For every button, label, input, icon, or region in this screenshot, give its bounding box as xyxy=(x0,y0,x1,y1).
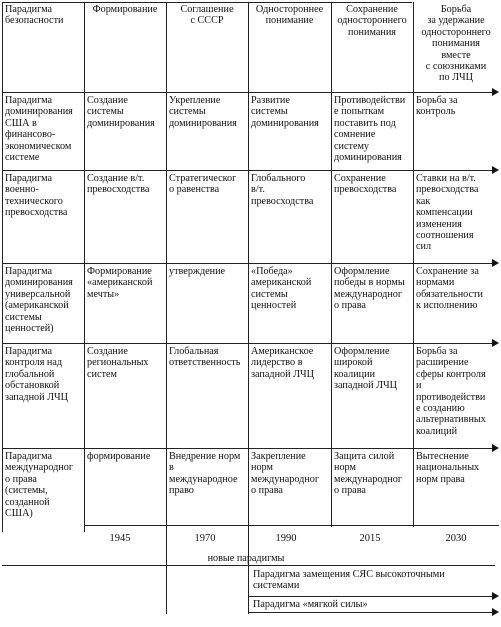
row-arrow-line xyxy=(2,448,493,449)
row-cell: формирование xyxy=(87,451,151,462)
row-cell: Оформление победы в нормы международног о права xyxy=(334,266,405,312)
row-paradigm: Парадигма международног о права (системы, созданной США) xyxy=(5,451,74,520)
column-divider xyxy=(166,2,167,614)
row-cell: «Победа» американской системы ценностей xyxy=(251,266,312,312)
row-cell: Оформление широкой коалиции западной ЛЧЦ xyxy=(334,346,398,392)
year-label: 1945 xyxy=(109,533,131,544)
table-top-border xyxy=(2,2,412,3)
row-cell: Сохранение за нормами обязательности к исполнению xyxy=(416,266,483,312)
row-arrow-line xyxy=(2,92,493,93)
new-paradigm-row: Парадигма «мягкой силы» xyxy=(253,599,368,610)
row-cell: Развитие системы доминирования xyxy=(251,95,319,129)
row-cell: Борьба за расширение сферы контроля и противодействи е созданию альтернативных коалиций xyxy=(416,346,486,437)
row-paradigm: Парадигма доминирования универсальной (американской системы ценностей) xyxy=(5,266,73,335)
arrow-right-icon xyxy=(492,608,499,616)
row-cell: Борьба за контроль xyxy=(416,95,458,118)
row-cell: Вытеснение национальных норм права xyxy=(416,451,480,485)
row-arrow-line xyxy=(2,343,493,344)
column-divider xyxy=(248,2,249,614)
header-ussr-agreement: Соглашение с СССР xyxy=(180,4,234,27)
row-paradigm: Парадигма доминирования США в финансово- экономическом системе xyxy=(5,95,73,164)
column-divider xyxy=(2,2,3,532)
row-cell: Американское лидерство в западной ЛЧЦ xyxy=(251,346,315,380)
row-cell: Закрепление норм международног о права xyxy=(251,451,320,497)
row-cell: Внедрение норм в международное право xyxy=(169,451,241,497)
new-paradigms-label: новые парадигмы xyxy=(207,553,285,564)
row-arrow-line xyxy=(2,170,493,171)
row-cell: Стратегическог о равенства xyxy=(169,173,237,196)
year-label: 1990 xyxy=(275,533,297,544)
header-paradigm: Парадигма безопасности xyxy=(5,4,64,27)
row-arrow-line xyxy=(248,612,493,613)
row-cell: Глобальная ответственность xyxy=(169,346,241,369)
row-arrow-line xyxy=(248,596,493,597)
new-paradigms-top xyxy=(2,565,495,566)
row-paradigm: Парадигма контроля над глобальной обстановкой западной ЛЧЦ xyxy=(5,346,69,403)
year-label: 2030 xyxy=(445,533,467,544)
header-formation: Формирование xyxy=(92,4,158,15)
row-cell: Глобального в/т. превосходства xyxy=(251,173,314,207)
row-cell: Ставки на в/т. превосходства как компенсации изменения соотношения сил xyxy=(416,173,479,253)
row-cell: Формирование «американской мечты» xyxy=(87,266,153,300)
row-cell: утверждение xyxy=(169,266,226,277)
row-cell: Сохранение превосходства xyxy=(334,173,397,196)
column-divider xyxy=(84,2,85,532)
row-cell: Создание системы доминирования xyxy=(87,95,155,129)
header-unilateral: Одностороннее понимание xyxy=(255,4,324,27)
row-cell: Противодействи е попыткам поставить под сомнение систему доминирования xyxy=(334,95,406,164)
row-cell: Создание в/т. превосходства xyxy=(87,173,150,196)
year-label: 1970 xyxy=(194,533,216,544)
row-cell: Защита силой норм международног о права xyxy=(334,451,403,497)
header-keep-unilateral: Сохранение одностороннего понимания xyxy=(337,4,407,38)
year-label: 2015 xyxy=(359,533,381,544)
row-cell: Укрепление системы доминирования xyxy=(169,95,237,129)
timeline-line xyxy=(84,525,499,526)
row-cell: Создание региональных систем xyxy=(87,346,149,380)
header-struggle: Борьба за удержание одностороннего понимания вместе с союзниками по ЛЧЦ xyxy=(421,4,491,84)
new-paradigm-row: Парадигма замещения СЯС высокоточными системами xyxy=(253,569,445,592)
row-arrow-line xyxy=(2,263,493,264)
row-paradigm: Парадигма военно- технического превосходства xyxy=(5,173,68,219)
